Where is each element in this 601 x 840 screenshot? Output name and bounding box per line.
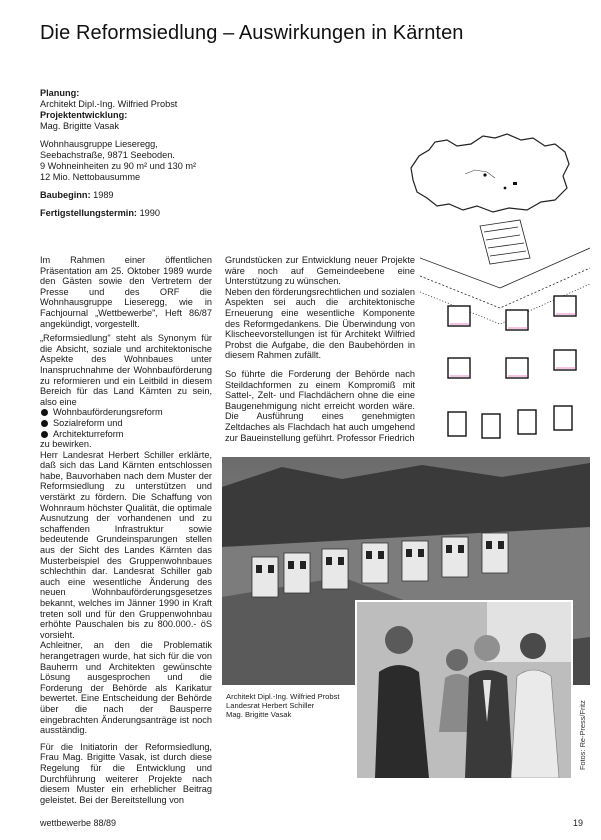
bullet-item: Wohnbauförderungsreform xyxy=(40,407,212,418)
project-facts xyxy=(40,88,240,219)
person-head xyxy=(385,626,413,654)
house-block xyxy=(448,412,466,436)
address-line: Wohnhausgruppe Lieseregg, xyxy=(40,139,158,149)
paragraph: Für die Initiatorin der Reformsiedlung, Frau Mag. Brigitte Vasak, ist durch diese Regelung für die Entwicklung und Durchführung weiterer Projekte nach diesem Muster ein erheblicher Beitrag geleistet. Bei der Bereitstellung von xyxy=(40,741,212,805)
paragraph: Neben den förderungsrechtlichen und sozialen Aspekten sei auch die architektonische Erneuerung eine wesentliche Komponente des Reformgedankens. Die Überwindung von Klischeevorstellungen ist für Architekt Wilfried Probst die Aufgabe, die den Baubehörden in diesem Rahmen zufällt. xyxy=(225,286,416,361)
text-column-2 xyxy=(225,255,415,443)
caption-line: Landesrat Herbert Schiller xyxy=(226,701,315,711)
paragraph: zu bewirken. xyxy=(40,439,92,450)
bullet-list xyxy=(40,407,212,439)
house-block xyxy=(554,406,572,430)
map-marker xyxy=(483,173,486,176)
paragraph: Achleitner, an den die Problematik herangetragen wurde, hat sich für die von Bauherrn und Architekten gewünschte Lösung ausgesprochen und die Forderung der Behörde als Karikatur bewertet. Eine Entscheidung der Behörde über die nach der Bausperre eingebrachten Änderungsanträge ist noch ausständig. xyxy=(40,640,212,736)
projektentwicklung-value: Mag. Brigitte Vasak xyxy=(40,121,119,131)
house-block xyxy=(518,410,536,434)
bullet-item: Sozialreform und xyxy=(40,418,212,429)
house-block xyxy=(448,358,470,378)
people-photo xyxy=(355,600,573,780)
projektentwicklung-label: Projektentwicklung: xyxy=(40,110,128,120)
house-block xyxy=(448,306,470,326)
house-photo xyxy=(402,541,428,581)
paragraph: Herr Landesrat Herbert Schiller erklärte, daß sich das Land Kärnten entschlossen habe, Bauvorhaben nach dem Muster der Reformsiedlung zu unterstützen und verstärkt zu fördern. Die Schaffung von Wohnraum höchster Qualität, die optimale Ausnutzung der vorhandenen und zu schaffenden Infrastruktur sowie bedeutende Grundeinsparungen stellen aus der Sicht des Landes Kärnten das Musterbeispiel des Gruppenwohnbaues schlechthin dar. Landesrat Schiller gab auch eine wesentliche Änderung des neuen Wohnbauförderungsgesetzes bekannt, welches im Jänner 1990 in Kraft treten soll und für den Gruppenwohnbau erhöhte Pauschalen bis zu 800.000.- öS vorsieht. xyxy=(40,449,212,640)
carinthia-map xyxy=(405,130,575,220)
person-head xyxy=(520,633,546,659)
roof-sketch xyxy=(480,220,530,264)
photo-caption xyxy=(226,692,356,720)
house-photo xyxy=(362,543,388,583)
map-marker xyxy=(504,187,507,190)
house-photo xyxy=(482,533,508,573)
address-line: Seebachstraße, 9871 Seeboden. xyxy=(40,150,175,160)
roof-hatch xyxy=(484,227,526,256)
address-line: 9 Wohneinheiten zu 90 m² und 130 m² xyxy=(40,161,197,171)
house-block xyxy=(482,414,500,438)
person-head xyxy=(474,635,500,661)
text-column-1 xyxy=(40,255,212,805)
child-head xyxy=(446,649,468,671)
map-outline xyxy=(411,134,569,212)
caption-line: Mag. Brigitte Vasak xyxy=(226,710,292,720)
house-block xyxy=(506,310,528,330)
house-block xyxy=(554,296,576,316)
person-body xyxy=(511,670,559,778)
paragraph: „Reformsiedlung" steht als Synonym für die Absicht, soziale und architektonische Aspekte des Wohnbaues unter Inanspruchnahme der Wohnbauförderung zu reformieren und ein Leitbild in diesem Bereich für das Land Kärnten zu sein, also eine xyxy=(40,333,212,407)
isometric-site-drawing xyxy=(420,218,590,478)
house-photo xyxy=(442,537,468,577)
house-photo xyxy=(322,549,348,589)
house-photo xyxy=(252,557,278,597)
planung-label: Planung: xyxy=(40,88,80,98)
photo-credit: Fotos: Re-Press/Fritz xyxy=(578,700,587,770)
paragraph: Im Rahmen einer öffentlichen Präsentation am 25. Oktober 1989 wurde den Gästen sowie den Vertretern der Presse und des ORF die Wohnhausgruppe Lieseregg, wie in Fachjournal „Wettbewerbe", Heft 86/87 angekündigt, vorgestellt. xyxy=(40,255,212,329)
map-marker xyxy=(513,182,517,185)
fertigstellung-label: Fertigstellungstermin: xyxy=(40,208,137,218)
baubeginn-value: 1989 xyxy=(93,190,114,200)
house-block xyxy=(554,350,576,370)
baubeginn-label: Baubeginn: xyxy=(40,190,91,200)
planung-value: Architekt Dipl.-Ing. Wilfried Probst xyxy=(40,99,178,109)
bullet-item: Architekturreform xyxy=(40,429,212,440)
page-number: 19 xyxy=(573,818,584,828)
map-river xyxy=(465,170,495,178)
page-title: Die Reformsiedlung – Auswirkungen in Kärnten xyxy=(40,22,464,44)
footer-journal: wettbewerbe 88/89 xyxy=(40,818,117,828)
paragraph: Grundstücken zur Entwicklung neuer Projekte wäre noch auf Gemeindeebene eine Unterstützung zu wünschen. xyxy=(225,255,415,287)
house-photo xyxy=(284,553,310,593)
caption-line: Architekt Dipl.-Ing. Wilfried Probst xyxy=(226,692,340,701)
address-line: 12 Mio. Nettobausumme xyxy=(40,172,141,182)
house-block xyxy=(506,358,528,378)
paragraph: So führte die Forderung der Behörde nach Steildachformen zu einem Kompromiß mit Sattel-, Zelt- und Flachdächern ohne die eine Baugenehmigung nicht erreicht worden wäre. Die Ausführung eines genehmigten Zeltdaches als Flachdach hat auch umgehend zur Baueinstellung geführt. Professor Friedrich xyxy=(225,368,415,443)
fertigstellung-value: 1990 xyxy=(139,208,161,218)
